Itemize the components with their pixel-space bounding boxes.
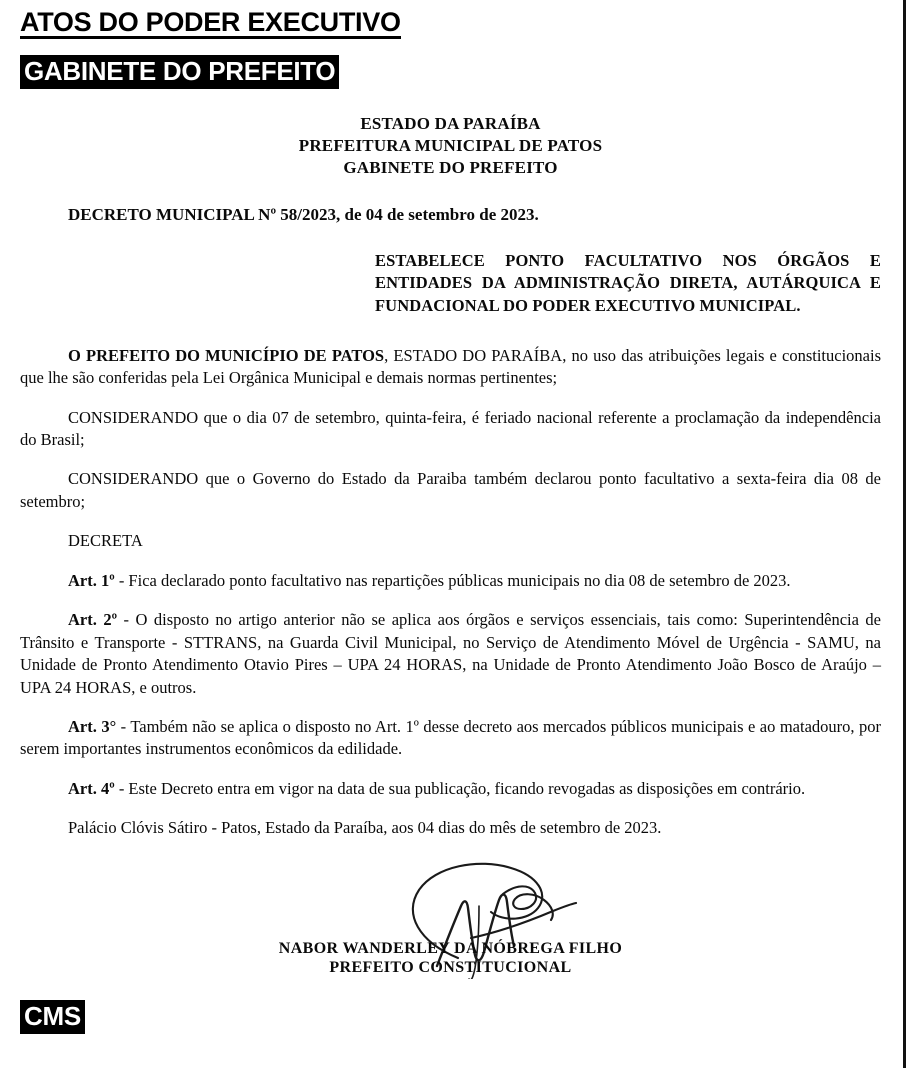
signature-block — [20, 862, 881, 980]
article-2-label: Art. 2º — [68, 610, 118, 630]
decree-summary-ementa: ESTABELECE PONTO FACULTATIVO NOS ÓRGÃOS E ENTIDADES DA ADMINISTRAÇÃO DIRETA, AUTÁRQUICA E FUNDACIONAL DO PODER EXECUTIVO MUNICIPAL. — [375, 251, 881, 315]
preamble-rest: , ESTADO DO PARAÍBA, no uso das atribuições legais e constitucionais que lhe são conferidas pela Lei Orgânica Municipal e demais normas pertinentes; — [20, 345, 881, 388]
institutional-header — [20, 113, 881, 178]
header-city-hall: PREFEITURA MUNICIPAL DE PATOS — [298, 135, 603, 155]
article-3-label: Art. 3° — [68, 716, 117, 736]
article-4-text: - Este Decreto entra em vigor na data de sua publicação, ficando revogadas as disposições em contrário. — [114, 778, 806, 798]
article-3 — [20, 716, 881, 761]
signatory-identity — [20, 940, 881, 978]
footer-tag-row — [20, 1000, 85, 1034]
preamble-authority: O PREFEITO DO MUNICÍPIO DE PATOS — [68, 345, 385, 365]
decree-number-line: DECRETO MUNICIPAL Nº 58/2023, de 04 de setembro de 2023. — [68, 205, 539, 225]
closing-place-and-date: Palácio Clóvis Sátiro - Patos, Estado da Paraíba, aos 04 dias do mês de setembro de 2023. — [68, 818, 662, 838]
signatory-name: NABOR WANDERLEY DA NÓBREGA FILHO — [278, 939, 623, 957]
article-1 — [20, 570, 881, 592]
enacting-clause: DECRETA — [68, 531, 143, 551]
article-4 — [20, 778, 881, 800]
preamble-paragraph — [20, 345, 881, 390]
section-title-row — [20, 0, 881, 39]
article-1-text: - Fica declarado ponto facultativo nas repartições públicas municipais no dia 08 de setembro de 2023. — [114, 570, 791, 590]
article-3-text: - Também não se aplica o disposto no Art. 1º desse decreto aos mercados públicos municipais e ao matadouro, por serem importantes instrumentos econômicos da edilidade. — [20, 716, 881, 759]
article-2 — [20, 609, 881, 699]
header-office: GABINETE DO PREFEITO — [343, 157, 558, 177]
section-title: ATOS DO PODER EXECUTIVO — [20, 0, 401, 39]
page-margin-strip — [906, 0, 920, 1068]
organ-title-row — [20, 55, 881, 89]
signatory-role: PREFEITO CONSTITUCIONAL — [329, 958, 572, 976]
footer-tag: CMS — [20, 1000, 85, 1034]
organ-title-highlighted: GABINETE DO PREFEITO — [20, 55, 339, 89]
article-2-text: - O disposto no artigo anterior não se aplica aos órgãos e serviços essenciais, tais como: Superintendência de Trânsito e Transporte - STTRANS, na Guarda Civil Municipal, no Serviço de Atendimento Móvel de Urgência - SAMU, na Unidade de Pronto Atendimento Otavio Pires – UPA 24 HORAS, na Unidade de Pronto Atendimento João Bosco de Araújo – UPA 24 HORAS, e outros. — [20, 610, 881, 697]
recital-2: CONSIDERANDO que o Governo do Estado da Paraiba também declarou ponto facultativo a sexta-feira dia 08 de setembro; — [20, 469, 881, 511]
article-1-label: Art. 1º — [68, 570, 115, 590]
header-state: ESTADO DA PARAÍBA — [360, 114, 541, 134]
article-4-label: Art. 4º — [68, 778, 115, 798]
recital-1: CONSIDERANDO que o dia 07 de setembro, quinta-feira, é feriado nacional referente a proclamação da independência do Brasil; — [20, 407, 881, 449]
